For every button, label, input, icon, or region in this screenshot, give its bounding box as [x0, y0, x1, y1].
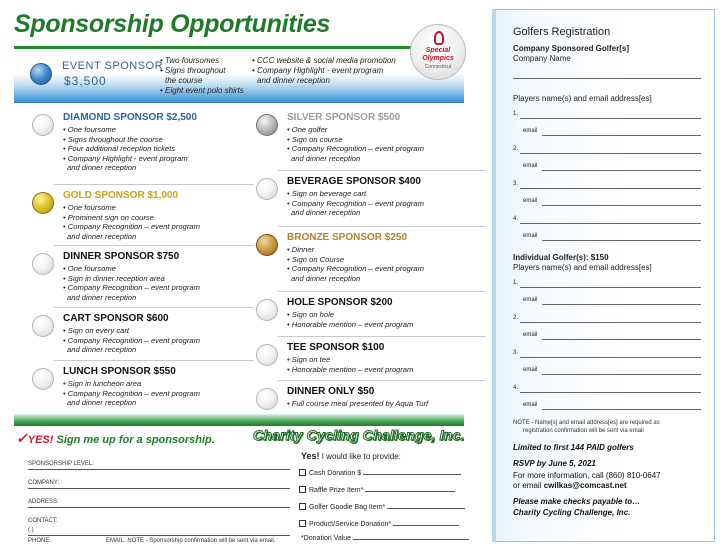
- benefit-item: • Signs throughout the course: [63, 135, 188, 145]
- divider: [278, 291, 486, 292]
- divider: [54, 245, 254, 246]
- phone-label: PHONE:: [28, 538, 52, 544]
- benefit-item: • One golfer: [287, 125, 424, 135]
- player-number: 4.: [513, 216, 519, 222]
- benefit-item: and dinner reception: [67, 231, 137, 241]
- golf-ball-icon: [256, 178, 278, 200]
- players-label-2: Players name(s) and email address[es]: [513, 263, 652, 272]
- event-benefits-1: • Two foursomes • Signs throughout the course • Eight event polo shirts: [160, 56, 244, 95]
- players-label: Players name(s) and email address[es]: [513, 94, 652, 103]
- company-field[interactable]: [28, 488, 290, 489]
- benefit-item: • Sign in luncheon area: [63, 379, 200, 389]
- donation-option-product[interactable]: Product/Service Donation*: [299, 520, 459, 528]
- tier-benefits: [287, 399, 428, 409]
- contact-info: For more information, call (860) 810-0647: [513, 471, 661, 480]
- donation-value[interactable]: *Donation Value: [301, 535, 469, 542]
- player-email-field[interactable]: [542, 409, 701, 410]
- address-label: ADDRESS:: [28, 499, 59, 505]
- benefit-item: • Dinner: [287, 245, 424, 255]
- donation-option-goodie-bag[interactable]: Golfer Goodie Bag Item*: [299, 503, 465, 511]
- player-name-field[interactable]: [520, 188, 701, 189]
- benefit-item: • Sign on Course: [287, 255, 424, 265]
- player-email-field[interactable]: [542, 170, 701, 171]
- golf-ball-icon: [32, 253, 54, 275]
- benefit-item: • Sign on tee: [287, 355, 413, 365]
- tier-name: LUNCH SPONSOR $550: [63, 366, 176, 377]
- company-label: COMPANY:: [28, 480, 60, 486]
- tier-benefits: [287, 125, 424, 163]
- address-field[interactable]: [28, 507, 290, 508]
- contact-field[interactable]: [28, 535, 290, 536]
- player-number: 2.: [513, 315, 519, 321]
- benefit-item: • Sign on beverage cart: [287, 189, 424, 199]
- event-sponsor-price: $3,500: [64, 74, 107, 88]
- phone-area-code: ( ): [28, 527, 34, 533]
- divider: [278, 380, 486, 381]
- sponsorship-level-label: SPONSORSHIP LEVEL:: [28, 461, 94, 467]
- benefit-item: • Company Recognition – event program: [63, 283, 200, 293]
- tier-name: BEVERAGE SPONSOR $400: [287, 176, 421, 187]
- player-email-field[interactable]: [542, 135, 701, 136]
- benefit-item: • Sign on hole: [287, 310, 413, 320]
- sponsorship-level-field[interactable]: [28, 469, 290, 470]
- divider: [54, 184, 254, 185]
- email-label: email: [523, 233, 538, 239]
- registration-note: NOTE - Name[s] and email address[es] are required as registration confirmation will be sent via email: [513, 420, 660, 434]
- golf-ball-icon: [32, 192, 54, 214]
- tier-benefits: [63, 125, 188, 173]
- tier-benefits: [287, 355, 413, 374]
- tier-name: DIAMOND SPONSOR $2,500: [63, 112, 197, 123]
- benefit-item: • Honorable mention – event program: [287, 365, 413, 375]
- benefit-item: and dinner reception: [291, 153, 361, 163]
- golf-ball-icon: [30, 63, 52, 85]
- benefit-item: and dinner reception: [67, 292, 137, 302]
- benefit-item: and dinner reception: [67, 345, 137, 355]
- tier-name: HOLE SPONSOR $200: [287, 297, 393, 308]
- divider: [14, 46, 464, 49]
- player-number: 1.: [513, 111, 519, 117]
- email-note: EMAIL: NOTE - Sponsorship confirmation will be sent via email.: [106, 538, 276, 544]
- benefit-item: • Company Highlight - event program: [63, 154, 188, 164]
- event-benefits-2: • CCC website & social media promotion • Company Highlight - event program and dinner reception: [252, 56, 396, 85]
- email-link[interactable]: cwilkas@comcast.net: [543, 481, 627, 490]
- rsvp-text: RSVP by June 5, 2021: [513, 459, 596, 468]
- benefit-item: • Company Recognition – event program: [63, 336, 200, 346]
- benefit-item: • Company Recognition – event program: [63, 222, 200, 232]
- benefit-item: • Full course meal presented by Aqua Turf: [287, 399, 428, 409]
- player-number: 4.: [513, 385, 519, 391]
- signup-heading: ✓YES! Sign me up for a sponsorship.: [16, 430, 215, 446]
- divider: [54, 307, 254, 308]
- limit-text: Limited to first 144 PAID golfers: [513, 443, 634, 452]
- benefit-item: and dinner reception: [67, 163, 137, 173]
- tier-benefits: [63, 379, 200, 408]
- player-name-field[interactable]: [520, 118, 701, 119]
- tier-name: SILVER SPONSOR $500: [287, 112, 401, 123]
- event-sponsor-name: EVENT SPONSOR: [62, 60, 164, 72]
- golf-ball-icon: [256, 388, 278, 410]
- golf-ball-icon: [32, 368, 54, 390]
- divider: [278, 336, 486, 337]
- player-number: 3.: [513, 181, 519, 187]
- benefit-item: • Company Recognition – event program: [287, 264, 424, 274]
- athlete-icon: [434, 31, 444, 45]
- benefit-item: and dinner reception: [291, 208, 361, 218]
- email-label: email: [523, 332, 538, 338]
- divider: [278, 170, 486, 171]
- benefit-item: • Sign on course: [287, 135, 424, 145]
- player-email-field[interactable]: [542, 339, 701, 340]
- tier-name: TEE SPONSOR $100: [287, 342, 385, 353]
- benefit-item: • Honorable mention – event program: [287, 320, 413, 330]
- contact-email: or email cwilkas@comcast.net: [513, 481, 627, 490]
- golf-ball-icon: [256, 114, 278, 136]
- benefit-item: • One foursome: [63, 264, 200, 274]
- individual-golfer-label: Individual Golfer(s): $150: [513, 253, 609, 262]
- benefit-item: • Four additional reception tickets: [63, 144, 188, 154]
- tier-benefits: [287, 189, 424, 218]
- golf-ball-icon: [32, 315, 54, 337]
- tier-name: BRONZE SPONSOR $250: [287, 232, 408, 243]
- special-olympics-logo: Special Olympics Connecticut: [410, 24, 466, 80]
- checkbox[interactable]: [299, 520, 306, 527]
- donation-option-raffle[interactable]: Raffle Prize Item*: [299, 486, 455, 494]
- email-label: email: [523, 402, 538, 408]
- tier-benefits: [287, 245, 424, 283]
- player-name-field[interactable]: [520, 153, 701, 154]
- checks-payee: Charity Cycling Challenge, Inc.: [513, 508, 631, 517]
- checks-payable: Please make checks payable to…: [513, 497, 641, 506]
- tier-benefits: [287, 310, 413, 329]
- checkbox[interactable]: [299, 486, 306, 493]
- tier-name: GOLD SPONSOR $1,000: [63, 190, 179, 201]
- benefit-item: • Sign on every cart: [63, 326, 200, 336]
- company-name-label: Company Name: [513, 54, 571, 63]
- benefit-item: • Company Recognition – event program: [287, 144, 424, 154]
- checkbox[interactable]: [299, 469, 306, 476]
- player-number: 1.: [513, 280, 519, 286]
- golf-ball-icon: [32, 114, 54, 136]
- golf-ball-icon: [256, 234, 278, 256]
- player-name-field[interactable]: [520, 287, 701, 288]
- benefit-item: • Prominent sign on course: [63, 213, 200, 223]
- email-label: email: [523, 297, 538, 303]
- golf-ball-icon: [256, 344, 278, 366]
- benefit-item: • Sign in dinner reception area: [63, 274, 200, 284]
- player-name-field[interactable]: [520, 392, 701, 393]
- email-label: email: [523, 367, 538, 373]
- email-label: email: [523, 163, 538, 169]
- benefit-item: and dinner reception: [67, 398, 137, 408]
- benefit-item: • Company Recognition – event program: [63, 389, 200, 399]
- benefit-item: and dinner reception: [291, 273, 361, 283]
- player-email-field[interactable]: [542, 205, 701, 206]
- benefit-item: • Company Recognition – event program: [287, 199, 424, 209]
- player-number: 3.: [513, 350, 519, 356]
- checkbox[interactable]: [299, 503, 306, 510]
- brand-logo-text: Charity Cycling Challenge, Inc.: [253, 427, 465, 443]
- player-number: 2.: [513, 146, 519, 152]
- divider: [54, 360, 254, 361]
- player-name-field[interactable]: [520, 357, 701, 358]
- email-label: email: [523, 128, 538, 134]
- tier-name: CART SPONSOR $600: [63, 313, 169, 324]
- page-title: Sponsorship Opportunities: [14, 10, 331, 38]
- registration-title: Golfers Registration: [513, 26, 611, 38]
- donation-option-cash[interactable]: Cash Donation $: [299, 469, 461, 477]
- golf-ball-icon: [256, 299, 278, 321]
- tier-benefits: [63, 326, 200, 355]
- player-name-field[interactable]: [520, 223, 701, 224]
- player-email-field[interactable]: [542, 374, 701, 375]
- tier-benefits: [63, 203, 200, 241]
- company-sponsored-label: Company Sponsored Golfer[s]: [513, 44, 630, 53]
- email-label: email: [523, 198, 538, 204]
- tier-name: DINNER SPONSOR $750: [63, 251, 180, 262]
- divider-band: [14, 414, 464, 426]
- tier-benefits: [63, 264, 200, 302]
- benefit-item: • One foursome: [63, 125, 188, 135]
- player-name-field[interactable]: [520, 322, 701, 323]
- player-email-field[interactable]: [542, 304, 701, 305]
- player-email-field[interactable]: [542, 240, 701, 241]
- contact-label: CONTACT:: [28, 518, 58, 524]
- company-name-field[interactable]: [513, 78, 701, 79]
- benefit-item: • One foursome: [63, 203, 200, 213]
- check-icon: ✓: [16, 430, 28, 446]
- donation-heading: Yes! I would like to provide:: [301, 451, 401, 461]
- divider: [278, 226, 486, 227]
- tier-name: DINNER ONLY $50: [287, 386, 375, 397]
